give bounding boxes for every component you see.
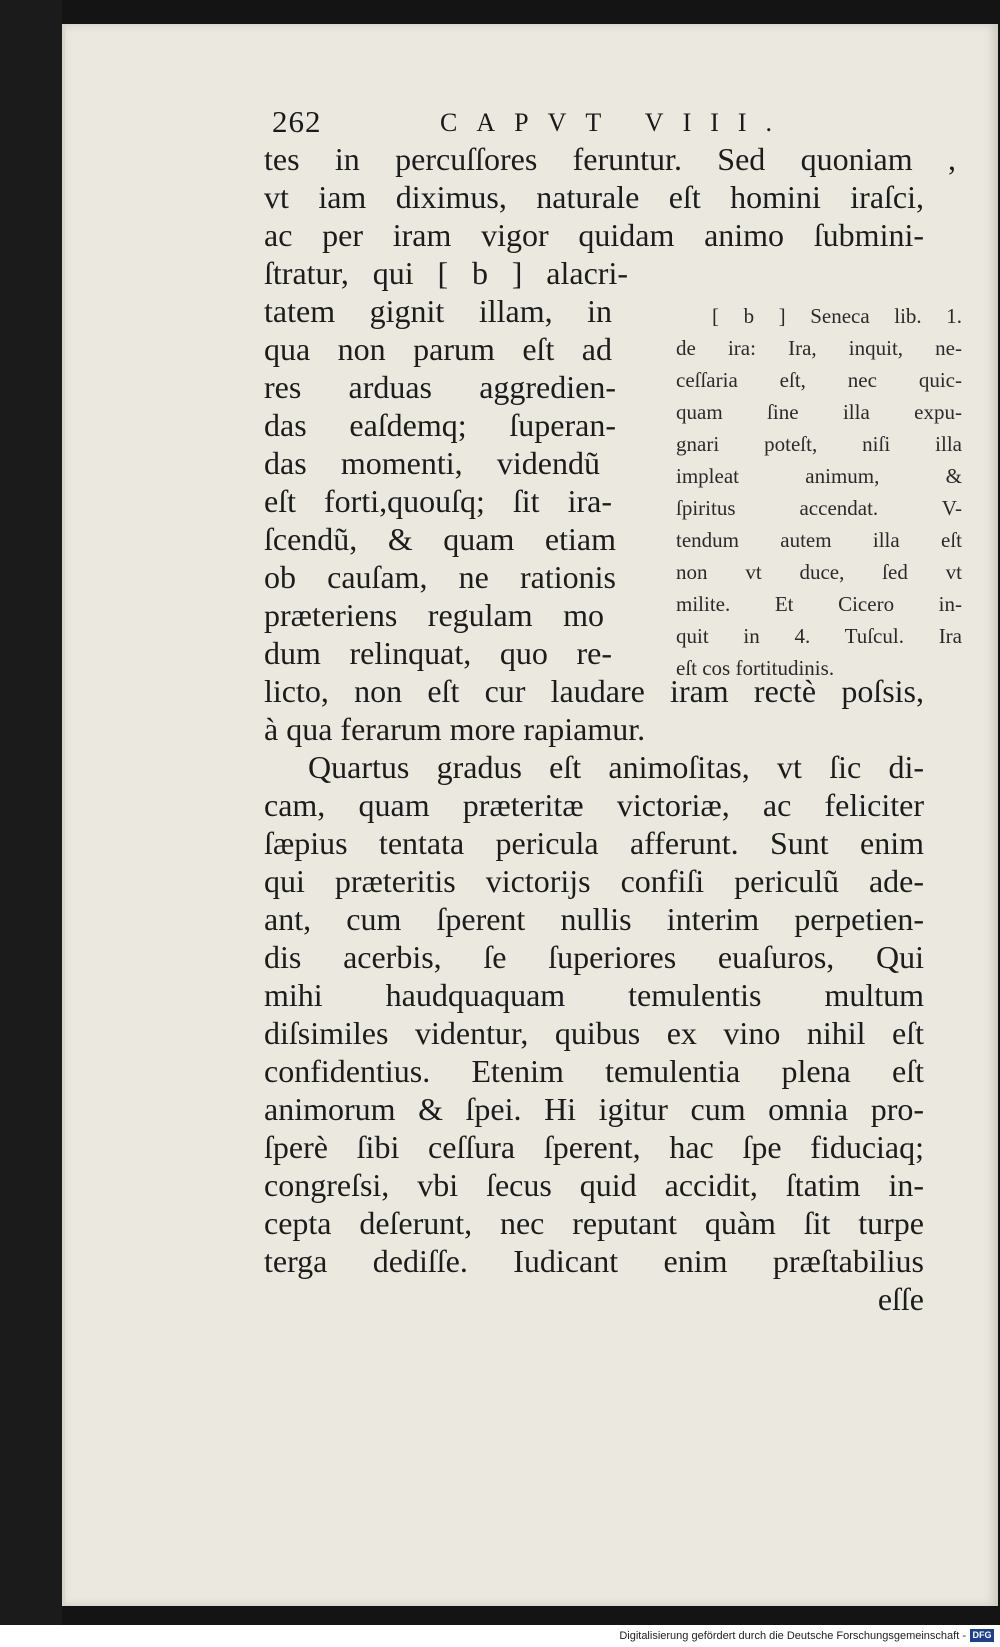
text-line: das momenti, videndũ [264, 445, 600, 481]
text-line: ob cauſam, ne rationis [264, 559, 616, 595]
running-head: CAPVT VIII. [440, 108, 792, 137]
margin-note-line: non vt duce, ſed vt [676, 560, 962, 584]
margin-note-line: [ b ] Seneca lib. 1. [712, 304, 962, 328]
text-line: confidentius. Etenim temulentia plena eſt [264, 1053, 924, 1089]
text-line: diſsimiles videntur, quibus ex vino nihil eſt [264, 1015, 924, 1051]
text-line: licto, non eſt cur laudare iram rectè poſsis, [264, 673, 924, 709]
margin-note-line: impleat animum, & [676, 464, 962, 488]
text-line: à qua ferarum more rapiamur. [264, 711, 646, 747]
margin-note-line: eſt cos fortitudinis. [676, 656, 835, 680]
margin-note-line: gnari poteſt, niſi illa [676, 432, 962, 456]
text-line: das eaſdemq; ſuperan- [264, 407, 616, 443]
text-line: eſt forti,quouſq; ſit ira- [264, 483, 612, 519]
text-line: qua non parum eſt ad [264, 331, 612, 367]
text-line: ſperè ſibi ceſſura ſperent, hac ſpe fiduciaq; [264, 1129, 924, 1165]
text-line: congreſsi, vbi ſecus quid accidit, ſtatim in- [264, 1167, 924, 1203]
text-line: vt iam diximus, naturale eſt homini iraſci, [264, 179, 924, 215]
page-header [272, 104, 832, 144]
scan-left-edge [0, 0, 62, 1647]
catchword: eſſe [877, 1281, 924, 1317]
text-line: ſtratur, qui [ b ] alacri- [264, 255, 628, 291]
dfg-logo-icon: DFG [970, 1629, 994, 1642]
margin-note-line: de ira: Ira, inquit, ne- [676, 336, 962, 360]
text-line: dum relinquat, quo re- [264, 635, 612, 671]
margin-note-line: tendum autem illa eſt [676, 528, 962, 552]
text-line: res arduas aggredien- [264, 369, 616, 405]
text-line: tes in percuſſores feruntur. Sed quoniam , [264, 141, 956, 177]
text-line: ant, cum ſperent nullis interim perpetien- [264, 901, 924, 937]
margin-note-line: quit in 4. Tuſcul. Ira [676, 624, 962, 648]
text-line: terga dediſſe. Iudicant enim præſtabilius [264, 1243, 924, 1279]
margin-note-line: ſpiritus accendat. V- [676, 496, 962, 520]
text-line: qui præteritis victorijs confiſi periculũ ade- [264, 863, 924, 899]
text-line: cam, quam præteritæ victoriæ, ac feliciter [264, 787, 924, 823]
text-line: tatem gignit illam, in [264, 293, 612, 329]
text-line: mihi haudquaquam temulentis multum [264, 977, 924, 1013]
page-number: 262 [272, 104, 322, 139]
margin-note-line: ceſſaria eſt, nec quic- [676, 368, 962, 392]
text-line: animorum & ſpei. Hi igitur cum omnia pro- [264, 1091, 924, 1127]
digitization-credit: Digitalisierung gefördert durch die Deutsche Forschungsgemeinschaft - [619, 1630, 966, 1642]
margin-note-line: milite. Et Cicero in- [676, 592, 962, 616]
text-line: cepta deſerunt, nec reputant quàm ſit turpe [264, 1205, 924, 1241]
text-line: ac per iram vigor quidam animo ſubmini- [264, 217, 924, 253]
text-line: dis acerbis, ſe ſuperiores euaſuros, Qui [264, 939, 924, 975]
text-line: ſcendũ, & quam etiam [264, 521, 616, 557]
text-line: præteriens regulam mo [264, 597, 604, 633]
text-line: ſæpius tentata pericula afferunt. Sunt enim [264, 825, 924, 861]
text-line: Quartus gradus eſt animoſitas, vt ſic di- [308, 749, 924, 785]
margin-note-line: quam ſine illa expu- [676, 400, 962, 424]
